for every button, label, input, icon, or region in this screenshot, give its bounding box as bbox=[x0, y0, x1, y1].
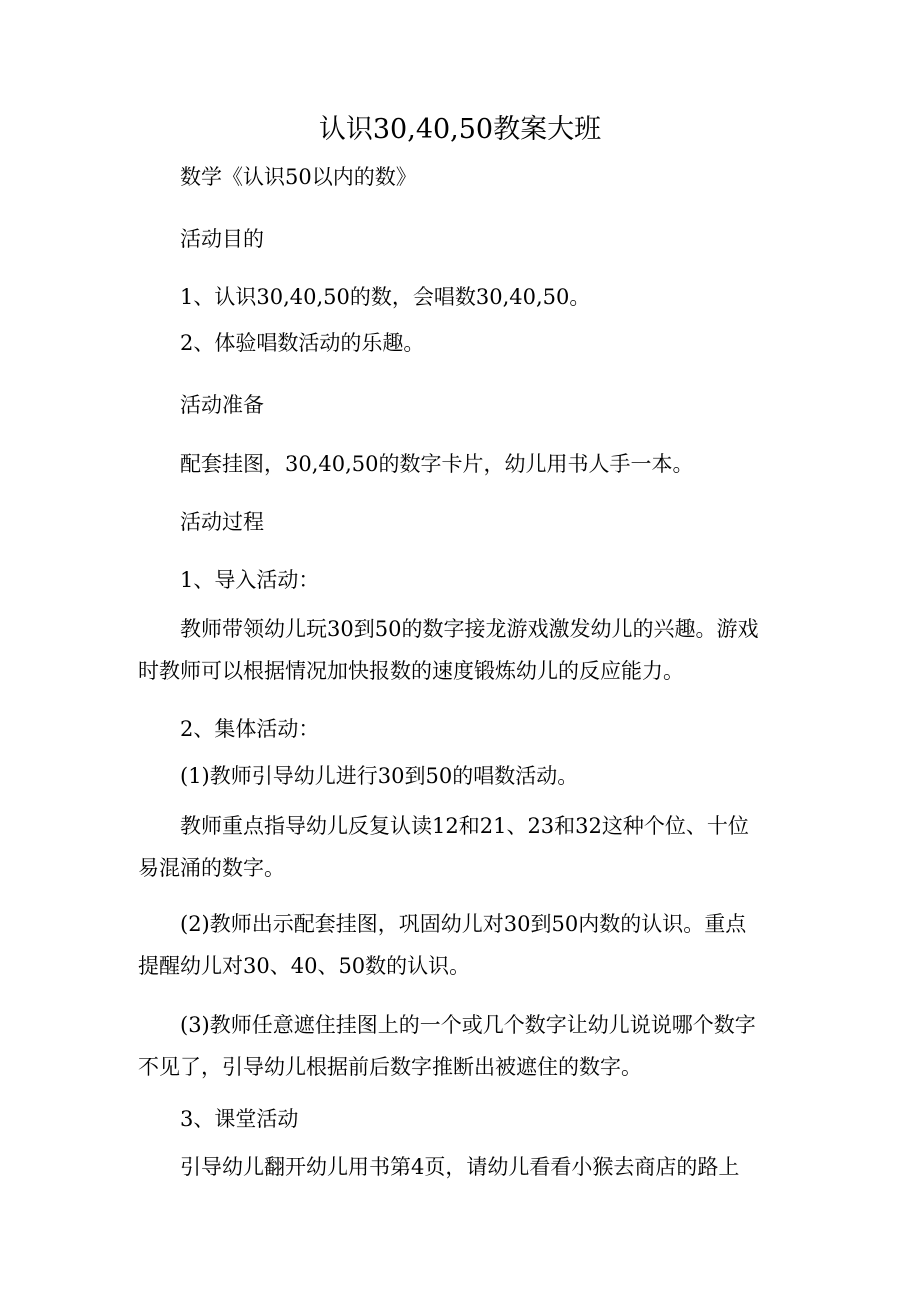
step-1-text-line-1: 教师带领幼儿玩30到50的数字接龙游戏激发幼儿的兴趣。游戏 bbox=[180, 617, 759, 641]
heading-process: 活动过程 bbox=[180, 510, 264, 534]
step-1-text-line-2: 时教师可以根据情况加快报数的速度锻炼幼儿的反应能力。 bbox=[138, 659, 684, 683]
goal-item-1: 1、认识30,40,50的数，会唱数30,40,50。 bbox=[180, 285, 591, 309]
step-2-item-3-line-2: 不见了，引导幼儿根据前后数字推断出被遮住的数字。 bbox=[138, 1055, 642, 1079]
heading-prep: 活动准备 bbox=[180, 393, 264, 417]
step-1-paragraph bbox=[138, 608, 788, 692]
step-2-item-1: (1)教师引导幼儿进行30到50的唱数活动。 bbox=[180, 764, 579, 788]
step-2-note-paragraph bbox=[138, 805, 788, 889]
step-2-note-line-2: 易混涌的数字。 bbox=[138, 856, 285, 880]
step-2-item-2-line-2: 提醒幼儿对30、40、50数的认识。 bbox=[138, 954, 471, 978]
heading-goal: 活动目的 bbox=[180, 227, 264, 251]
prep-text: 配套挂图，30,40,50的数字卡片，幼儿用书人手一本。 bbox=[180, 452, 694, 476]
step-3-text: 引导幼儿翻开幼儿用书第4页，请幼儿看看小猴去商店的路上 bbox=[180, 1155, 740, 1179]
step-2-title: 2、集体活动： bbox=[180, 717, 320, 741]
step-3-title: 3、课堂活动 bbox=[180, 1107, 299, 1131]
step-1-title: 1、导入活动： bbox=[180, 568, 320, 592]
step-2-item-3-line-1: (3)教师任意遮住挂图上的一个或几个数字让幼儿说说哪个数字 bbox=[180, 1013, 756, 1037]
step-2-item-2-paragraph bbox=[138, 903, 788, 987]
step-2-note-line-1: 教师重点指导幼儿反复认读12和21、23和32这种个位、十位 bbox=[180, 814, 749, 838]
subtitle: 数学《认识50以内的数》 bbox=[180, 165, 417, 189]
step-2-item-2-line-1: (2)教师出示配套挂图，巩固幼儿对30到50内数的认识。重点 bbox=[180, 912, 747, 936]
goal-item-2: 2、体验唱数活动的乐趣。 bbox=[180, 331, 425, 355]
step-2-item-3-paragraph bbox=[138, 1004, 788, 1088]
document-title: 认识30,40,50教案大班 bbox=[318, 114, 602, 145]
